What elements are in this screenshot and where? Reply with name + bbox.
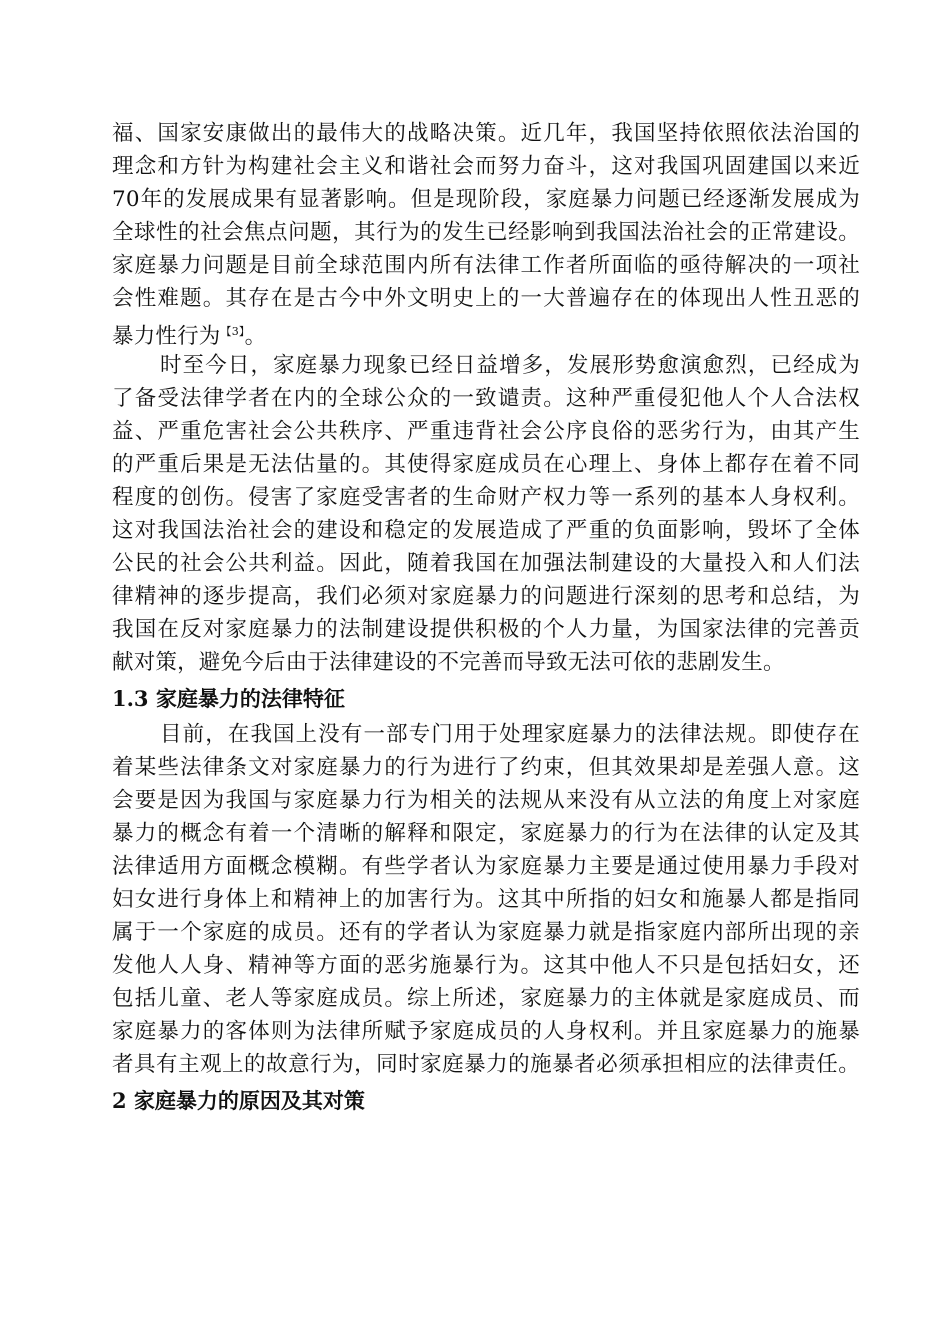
text-line: 会性难题。其存在是古今中外文明史上的一大普遍存在的体现出人性丑恶的 <box>112 286 860 311</box>
text-line: 法律适用方面概念模糊。有些学者认为家庭暴力主要是通过使用暴力手段对 <box>112 854 860 879</box>
text-line: 70年的发展成果有显著影响。但是现阶段，家庭暴力问题已经逐渐发展成为 <box>112 187 860 212</box>
text-line: 这对我国法治社会的建设和稳定的发展造成了严重的负面影响，毁坏了全体 <box>112 518 860 543</box>
text-line: 理念和方针为构建社会主义和谐社会而努力奋斗，这对我国巩固建国以来近 <box>112 154 860 179</box>
citation-mark: 【3】 <box>220 325 245 338</box>
text-line: 包括儿童、老人等家庭成员。综上所述，家庭暴力的主体就是家庭成员、而 <box>112 986 860 1011</box>
text-line: 全球性的社会焦点问题，其行为的发生已经影响到我国法治社会的正常建设。 <box>112 220 860 245</box>
section-heading: 1.3 家庭暴力的法律特征 <box>112 686 345 711</box>
text-line: 献对策，避免今后由于法律建设的不完善而导致无法可依的悲剧发生。 <box>112 650 785 675</box>
text-line <box>112 317 860 347</box>
text-line: 时至今日，家庭暴力现象已经日益增多，发展形势愈演愈烈，已经成为 <box>160 353 860 378</box>
text-line: 家庭暴力问题是目前全球范围内所有法律工作者所面临的亟待解决的一项社 <box>112 253 860 278</box>
text-line: 了备受法律学者在内的全球公众的一致谴责。这种严重侵犯他人个人合法权 <box>112 386 860 411</box>
text-line: 属于一个家庭的成员。还有的学者认为家庭暴力就是指家庭内部所出现的亲 <box>112 920 860 945</box>
text-line: 着某些法律条文对家庭暴力的行为进行了约束，但其效果却是差强人意。这 <box>112 755 860 780</box>
text-line: 福、国家安康做出的最伟大的战略决策。近几年，我国坚持依照依法治国的 <box>112 121 860 146</box>
text-fragment: 暴力性行为 <box>112 324 221 349</box>
text-line: 发他人人身、精神等方面的恶劣施暴行为。这其中他人不只是包括妇女，还 <box>112 953 860 978</box>
text-line: 家庭暴力的客体则为法律所赋予家庭成员的人身权利。并且家庭暴力的施暴 <box>112 1019 860 1044</box>
text-fragment: 。 <box>244 324 267 349</box>
section-heading: 2 家庭暴力的原因及其对策 <box>112 1088 365 1113</box>
text-line: 者具有主观上的故意行为，同时家庭暴力的施暴者必须承担相应的法律责任。 <box>112 1052 860 1077</box>
text-line: 益、严重危害社会公共秩序、严重违背社会公序良俗的恶劣行为，由其产生 <box>112 419 860 444</box>
text-line: 程度的创伤。侵害了家庭受害者的生命财产权力等一系列的基本人身权利。 <box>112 485 860 510</box>
text-line: 我国在反对家庭暴力的法制建设提供积极的个人力量，为国家法律的完善贡 <box>112 617 860 642</box>
text-line: 律精神的逐步提高，我们必须对家庭暴力的问题进行深刻的思考和总结，为 <box>112 584 860 609</box>
text-line: 妇女进行身体上和精神上的加害行为。这其中所指的妇女和施暴人都是指同 <box>112 887 860 912</box>
text-line: 公民的社会公共利益。因此，随着我国在加强法制建设的大量投入和人们法 <box>112 551 860 576</box>
text-line: 暴力的概念有着一个清晰的解释和限定，家庭暴力的行为在法律的认定及其 <box>112 821 860 846</box>
text-line: 会要是因为我国与家庭暴力行为相关的法规从来没有从立法的角度上对家庭 <box>112 788 860 813</box>
text-line: 的严重后果是无法估量的。其使得家庭成员在心理上、身体上都存在着不同 <box>112 452 860 477</box>
text-line: 目前，在我国上没有一部专门用于处理家庭暴力的法律法规。即使存在 <box>160 722 860 747</box>
